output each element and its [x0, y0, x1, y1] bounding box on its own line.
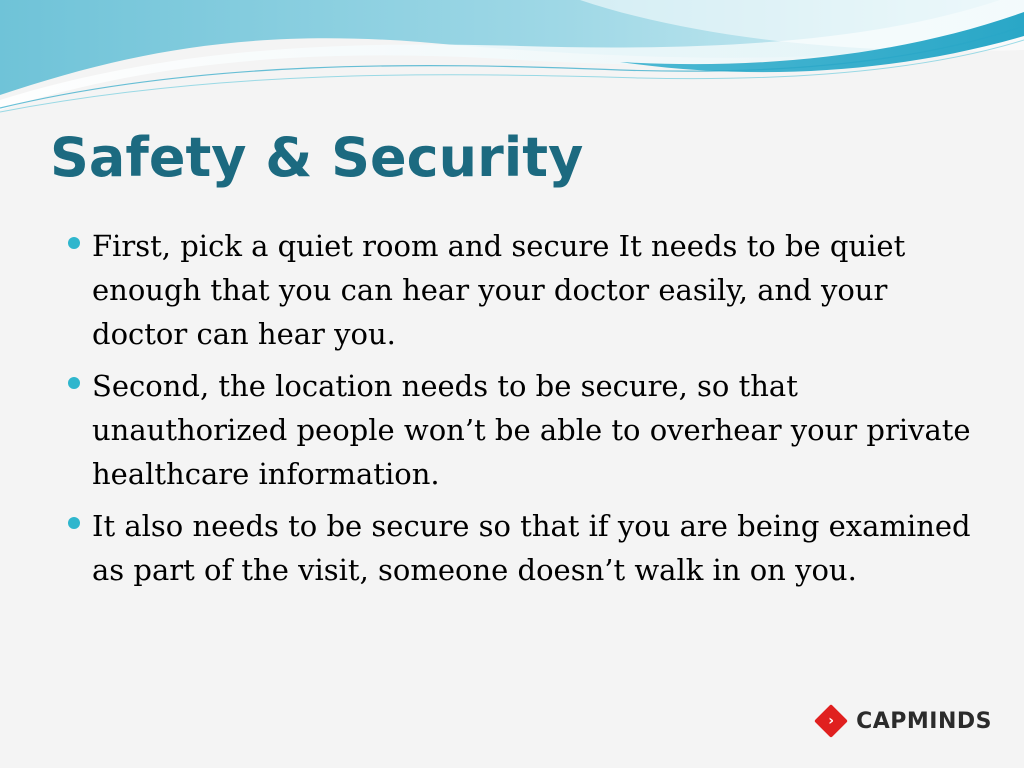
bullet-text: First, pick a quiet room and secure It needs to be quiet enough that you can hear your doctor easily, and your doctor can hear you. [92, 229, 906, 351]
bullet-item [92, 504, 972, 592]
bullet-text: It also needs to be secure so that if you are being examined as part of the visit, someone doesn’t walk in on you. [92, 509, 971, 587]
logo-text: CAPMINDS [856, 708, 992, 734]
bullet-dot-icon [68, 377, 80, 389]
header-wave-decoration [0, 0, 1024, 120]
bullet-dot-icon [68, 237, 80, 249]
chevron-right-icon: › [828, 713, 834, 729]
bullet-text: Second, the location needs to be secure, so that unauthorized people won’t be able to overhear your private healthcare information. [92, 369, 971, 491]
bullet-item [92, 224, 972, 356]
capminds-logo [814, 704, 992, 738]
bullet-list [92, 224, 972, 600]
bullet-item [92, 364, 972, 496]
logo-mark [814, 704, 848, 738]
slide-title: Safety & Security [50, 126, 584, 189]
bullet-dot-icon [68, 517, 80, 529]
